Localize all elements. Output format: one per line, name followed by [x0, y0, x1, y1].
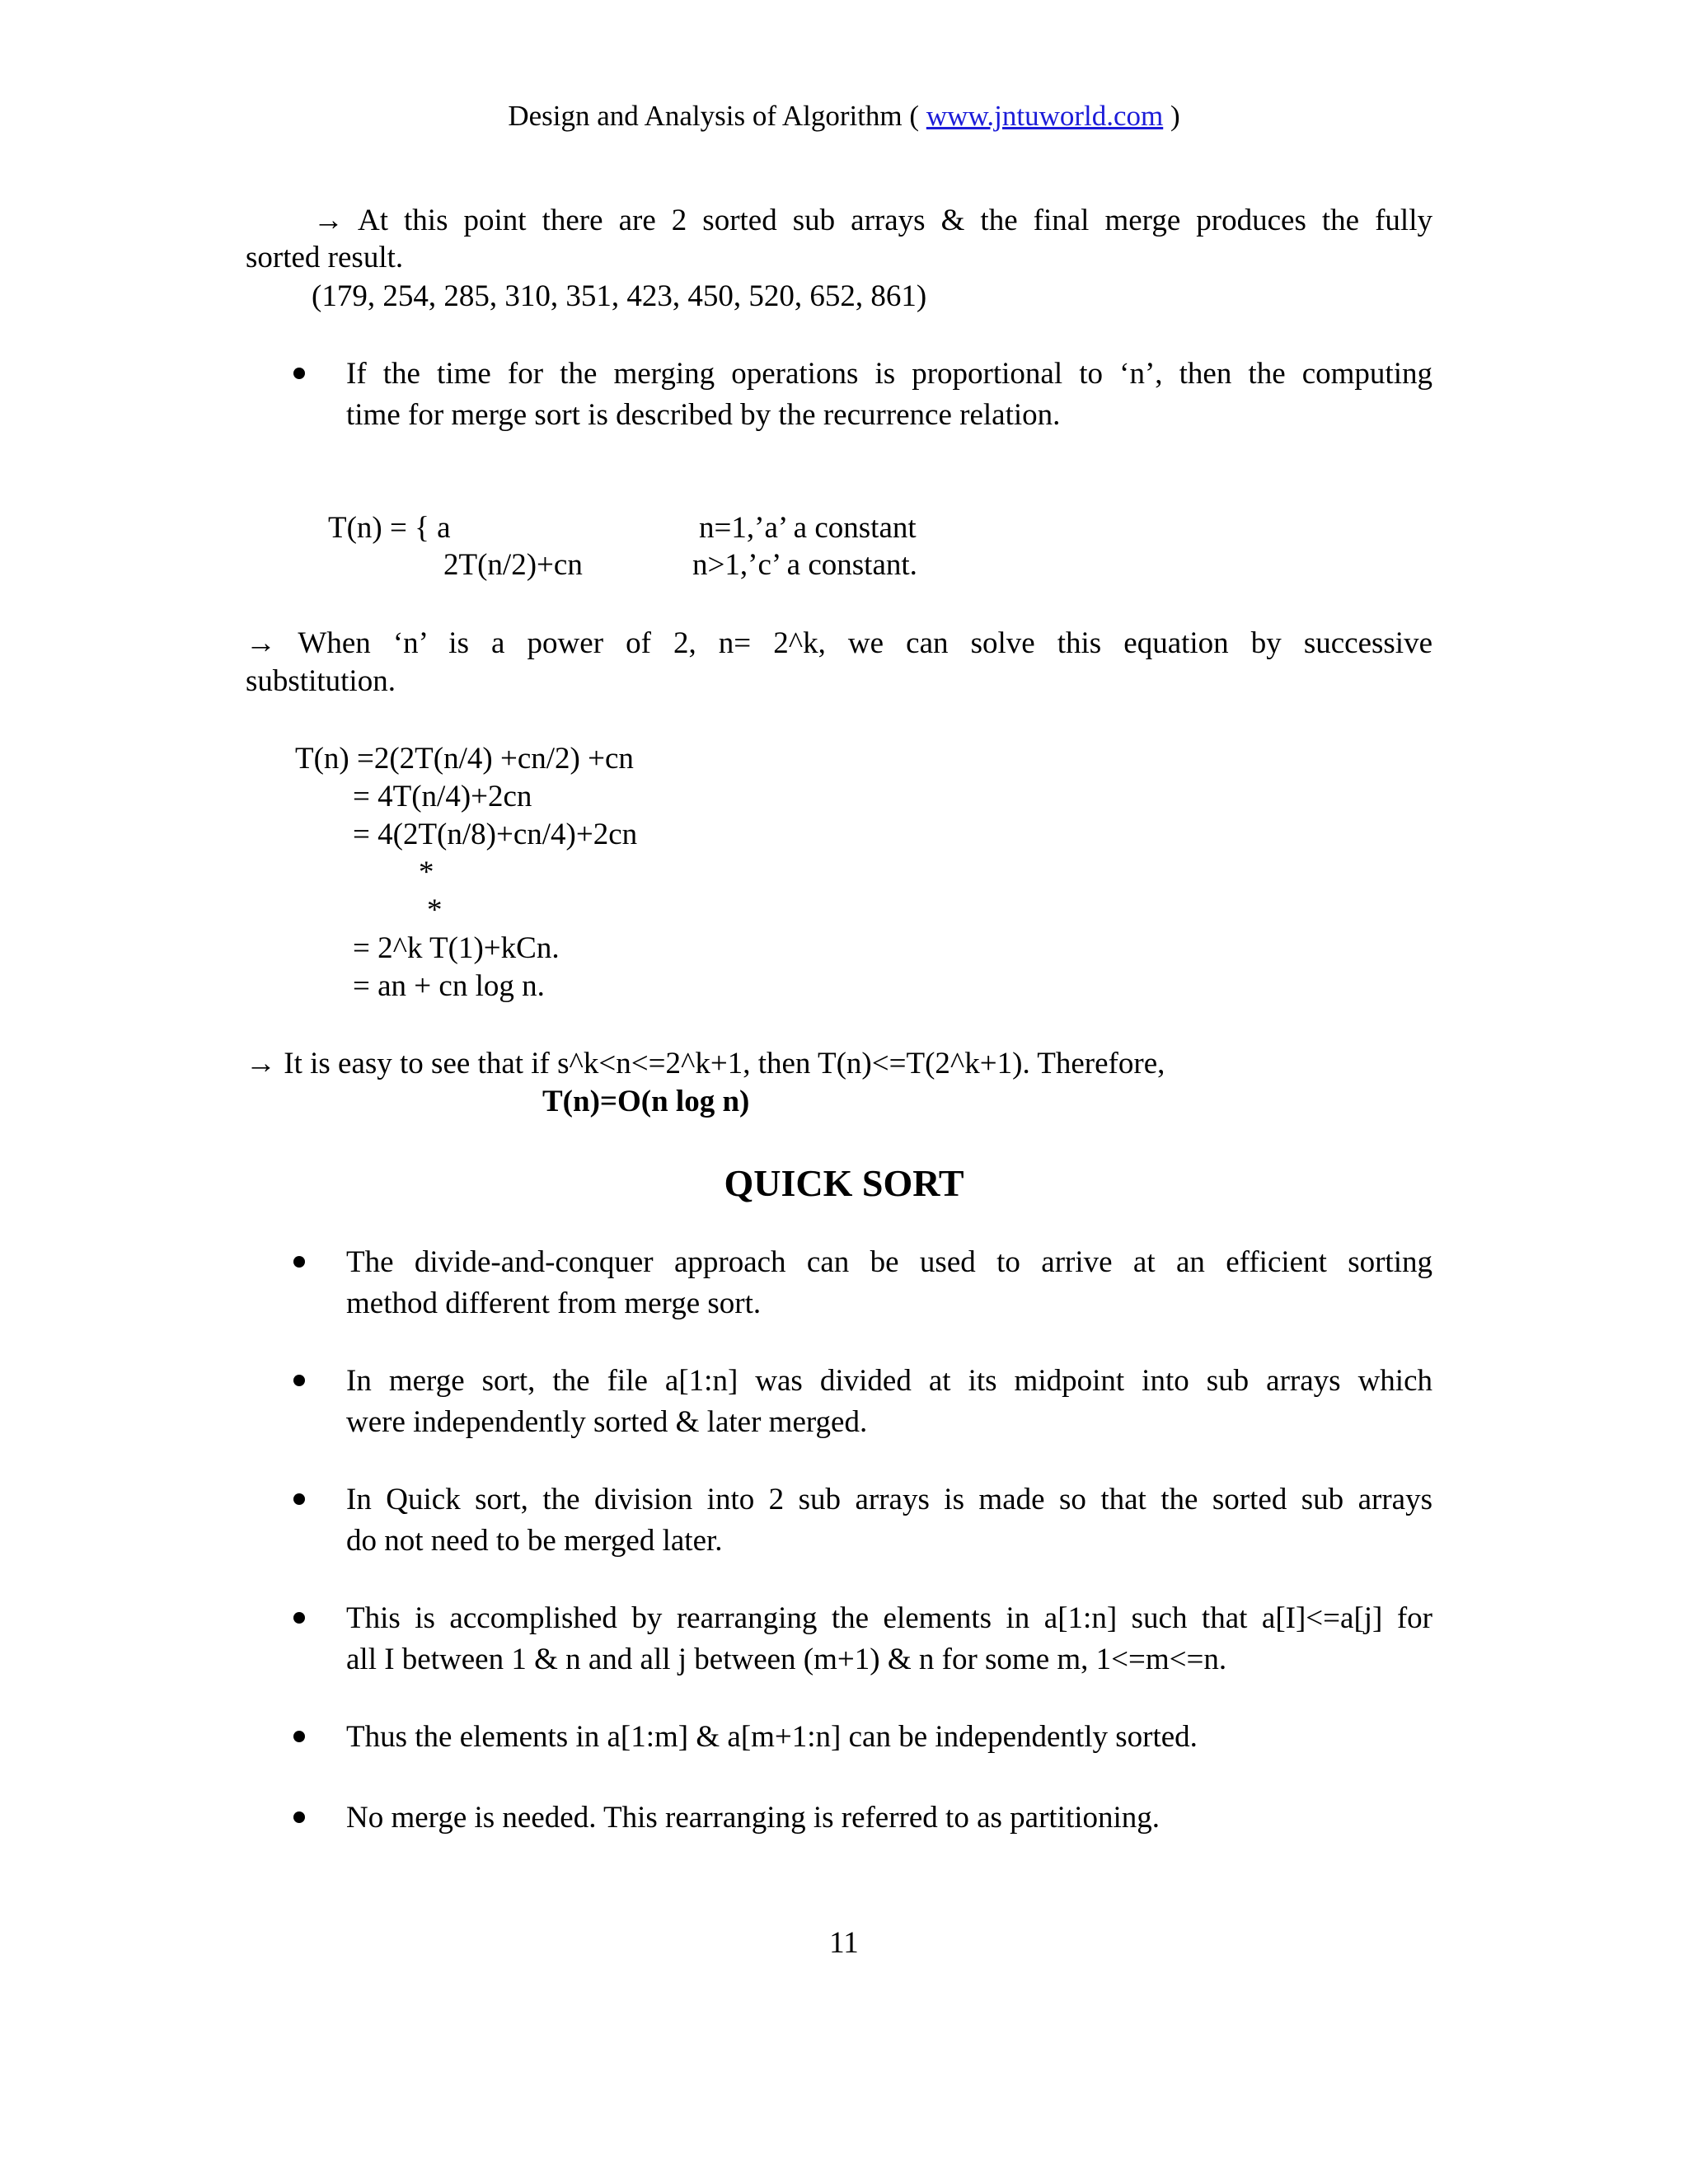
bullet-dot — [293, 1493, 305, 1505]
bullet-dot — [293, 1256, 305, 1268]
quick-sort-bullet — [346, 1598, 1432, 1680]
bullet-dot — [293, 368, 305, 379]
conclusion-line: → It is easy to see that if s^k<n<=2^k+1, then T(n)<=T(2^k+1). Therefore, — [246, 1047, 1165, 1080]
bullet-dot — [293, 1731, 305, 1742]
quick-sort-bullet — [346, 1361, 1432, 1443]
intro-line-1: → At this point there are 2 sorted sub arrays & the final merge produces the fully — [313, 204, 1432, 237]
derivation-step: = 2^k T(1)+kCn. — [353, 931, 560, 965]
derivation-ellipsis: * — [419, 855, 434, 889]
recurrence-lhs: T(n) = { a — [328, 511, 451, 545]
bullet-line: The divide-and-conquer approach can be used to arrive at an efficient sorting — [346, 1245, 1432, 1279]
quick-sort-bullet — [346, 1479, 1432, 1562]
bullet-dot — [293, 1811, 305, 1823]
bullet-line: do not need to be merged later. — [346, 1524, 723, 1558]
header-title: Design and Analysis of Algorithm ( — [508, 100, 926, 132]
bullet-dot — [293, 1612, 305, 1624]
page-number: 11 — [829, 1926, 859, 1960]
quick-sort-bullet — [346, 1242, 1432, 1324]
derivation-step: = 4(2T(n/8)+cn/4)+2cn — [353, 818, 638, 851]
bullet-line: This is accomplished by rearranging the elements in a[1:n] such that a[I]<=a[j] for — [346, 1601, 1432, 1635]
quick-sort-bullet — [346, 1797, 1432, 1839]
sorted-list: (179, 254, 285, 310, 351, 423, 450, 520, 652, 861) — [312, 279, 927, 313]
derivation-ellipsis: * — [427, 893, 443, 927]
recurrence-case1-condition: n=1,’a’ a constant — [699, 511, 917, 545]
header-suffix: ) — [1163, 100, 1180, 132]
recurrence-case2-condition: n>1,’c’ a constant. — [692, 548, 917, 582]
section-heading-quick-sort: QUICK SORT — [724, 1162, 964, 1204]
bullet-line: method different from merge sort. — [346, 1286, 762, 1320]
page-header — [0, 97, 1688, 135]
bullet-line: time for merge sort is described by the recurrence relation. — [346, 398, 1061, 432]
bullet-line: No merge is needed. This rearranging is referred to as partitioning. — [346, 1801, 1160, 1835]
derivation-step: = 4T(n/4)+2cn — [353, 780, 532, 813]
header-link[interactable]: www.jntuworld.com — [926, 100, 1164, 132]
derivation-step: = an + cn log n. — [353, 969, 545, 1003]
bullet-line: If the time for the merging operations is proportional to ‘n’, then the computing — [346, 357, 1432, 391]
quick-sort-bullet — [346, 1717, 1432, 1758]
bullet-line: Thus the elements in a[1:m] & a[m+1:n] can be independently sorted. — [346, 1720, 1198, 1754]
bullet-line: In merge sort, the file a[1:n] was divided at its midpoint into sub arrays which — [346, 1364, 1432, 1398]
conclusion-result: T(n)=O(n log n) — [542, 1085, 750, 1118]
derivation-step: T(n) =2(2T(n/4) +cn/2) +cn — [295, 742, 634, 776]
bullet-dot — [293, 1375, 305, 1386]
bullet-merge-time — [346, 354, 1432, 436]
power-note-line-2: substitution. — [246, 664, 396, 698]
intro-line-2: sorted result. — [246, 241, 404, 274]
bullet-line: In Quick sort, the division into 2 sub arrays is made so that the sorted sub arrays — [346, 1483, 1432, 1516]
recurrence-case2-expression: 2T(n/2)+cn — [443, 548, 583, 582]
power-note-line-1: → When ‘n’ is a power of 2, n= 2^k, we can solve this equation by successive — [246, 626, 1432, 660]
bullet-line: were independently sorted & later merged. — [346, 1405, 868, 1439]
bullet-line: all I between 1 & n and all j between (m+1) & n for some m, 1<=m<=n. — [346, 1643, 1227, 1676]
